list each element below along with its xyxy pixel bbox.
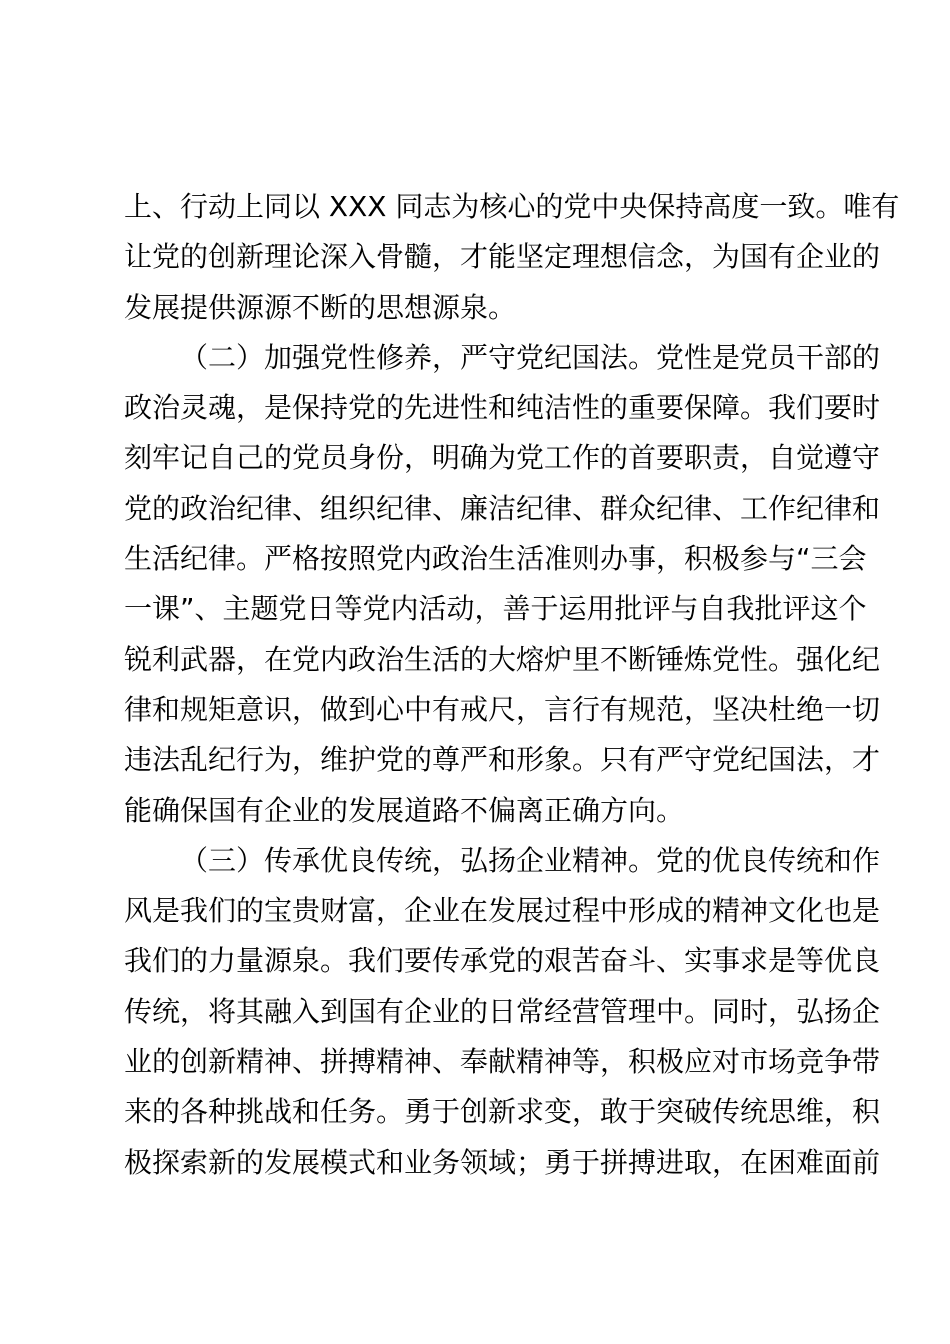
- text-line: 违法乱纪行为，维护党的尊严和形象。只有严守党纪国法，才: [124, 743, 881, 777]
- text-line: 一课”、主题党日等党内活动，善于运用批评与自我批评这个: [124, 592, 867, 626]
- text-line: （二）加强党性修养，严守党纪国法。党性是党员干部的: [180, 340, 881, 374]
- text-line: 让党的创新理论深入骨髓，才能坚定理想信念，为国有企业的: [124, 240, 881, 274]
- text-line: 来的各种挑战和任务。勇于创新求变，敢于突破传统思维，积: [124, 1095, 881, 1129]
- body-text: [124, 182, 900, 1188]
- text-line: 传统，将其融入到国有企业的日常经营管理中。同时，弘扬企: [124, 994, 881, 1028]
- text-line: 律和规矩意识，做到心中有戒尺，言行有规范，坚决杜绝一切: [124, 692, 881, 726]
- text-line: 党的政治纪律、组织纪律、廉洁纪律、群众纪律、工作纪律和: [124, 491, 881, 525]
- paragraph-3: [124, 836, 881, 1188]
- text-line: 极探索新的发展模式和业务领域；勇于拼搏进取，在困难面前: [124, 1145, 881, 1179]
- text-line: 政治灵魂，是保持党的先进性和纯洁性的重要保障。我们要时: [124, 391, 881, 425]
- text-line: 风是我们的宝贵财富，企业在发展过程中形成的精神文化也是: [124, 894, 881, 928]
- text-line: 锐利武器，在党内政治生活的大熔炉里不断锤炼党性。强化纪: [124, 642, 881, 676]
- text-line: 能确保国有企业的发展道路不偏离正确方向。: [124, 793, 685, 827]
- text-line: （三）传承优良传统，弘扬企业精神。党的优良传统和作: [180, 843, 881, 877]
- paragraph-2: [124, 333, 881, 836]
- paragraph-1: [124, 182, 900, 333]
- text-line: 刻牢记自己的党员身份，明确为党工作的首要职责，自觉遵守: [124, 441, 881, 475]
- text-line: 我们的力量源泉。我们要传承党的艰苦奋斗、实事求是等优良: [124, 944, 881, 978]
- text-line: 业的创新精神、拼搏精神、奉献精神等，积极应对市场竞争带: [124, 1045, 881, 1079]
- text-line: 发展提供源源不断的思想源泉。: [124, 290, 517, 324]
- text-line: 生活纪律。严格按照党内政治生活准则办事，积极参与“三会: [124, 542, 867, 576]
- text-line: 上、行动上同以 XXX 同志为核心的党中央保持高度一致。唯有: [124, 190, 900, 223]
